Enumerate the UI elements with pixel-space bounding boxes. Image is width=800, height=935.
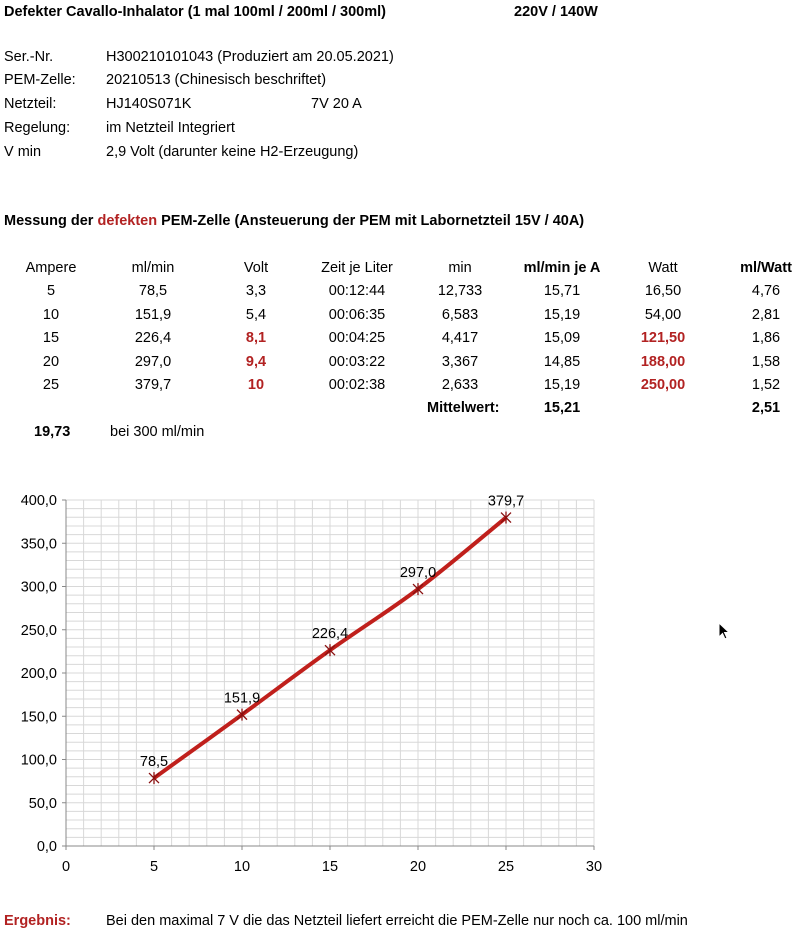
cell-volt: 8,1 bbox=[245, 330, 267, 347]
cell-watt: 16,50 bbox=[644, 283, 682, 299]
cell-ml-watt: 1,58 bbox=[751, 353, 781, 370]
section-title-prefix: Messung der bbox=[4, 213, 98, 229]
y-tick-label: 150,0 bbox=[20, 709, 57, 726]
y-tick-label: 50,0 bbox=[28, 795, 57, 812]
section-title-highlight: defekten bbox=[97, 213, 158, 229]
cell-zeit-je-liter: 00:04:25 bbox=[328, 330, 386, 347]
cell-ml-min: 226,4 bbox=[134, 330, 172, 347]
spec-value-pem: 20210513 (Chinesisch beschriftet) bbox=[106, 72, 327, 88]
spec-extra-netzteil: 7V 20 A bbox=[311, 96, 362, 112]
spec-label-serial: Ser.-Nr. bbox=[4, 49, 54, 65]
note-value: 19,73 bbox=[34, 424, 71, 440]
document-title: Defekter Cavallo-Inhalator (1 mal 100ml / 200ml / 300ml) bbox=[4, 4, 386, 20]
cell-min: 3,367 bbox=[441, 353, 479, 370]
spec-label-pem: PEM-Zelle: bbox=[4, 72, 76, 88]
x-tick-label: 0 bbox=[61, 859, 71, 875]
section-title-suffix: PEM-Zelle (Ansteuerung der PEM mit Labornetzteil 15V / 40A) bbox=[157, 213, 585, 229]
cell-min: 4,417 bbox=[441, 330, 479, 347]
section-title bbox=[4, 213, 584, 229]
cell-volt: 10 bbox=[247, 377, 265, 394]
data-label: 78,5 bbox=[139, 754, 169, 771]
x-tick-label: 10 bbox=[233, 859, 251, 875]
cell-min: 2,633 bbox=[441, 377, 479, 394]
cell-ml-watt: 2,81 bbox=[751, 306, 781, 323]
cell-ml-watt: 4,76 bbox=[751, 283, 781, 299]
cell-ml-min-je-a: 15,19 bbox=[543, 306, 581, 323]
x-tick-label: 20 bbox=[409, 859, 427, 875]
cell-ampere: 20 bbox=[42, 353, 60, 370]
spec-label-netzteil: Netzteil: bbox=[4, 96, 57, 112]
cell-ml-watt: 1,52 bbox=[751, 377, 781, 394]
y-tick-label: 0,0 bbox=[36, 839, 57, 855]
y-tick-label: 100,0 bbox=[20, 752, 57, 769]
header-ampere: Ampere bbox=[25, 260, 77, 276]
cell-watt: 188,00 bbox=[640, 353, 686, 370]
cell-min: 6,583 bbox=[441, 306, 479, 323]
header-ml-watt: ml/Watt bbox=[740, 260, 792, 276]
header-ml-min: ml/min bbox=[131, 260, 175, 276]
cell-ml-watt: 1,86 bbox=[751, 330, 781, 347]
spec-value-netzteil: HJ140S071K bbox=[106, 96, 192, 112]
data-label: 151,9 bbox=[223, 690, 261, 707]
result-text: Bei den maximal 7 V die das Netzteil liefert erreicht die PEM-Zelle nur noch ca. 100 ml/min bbox=[106, 913, 688, 929]
cell-ml-min: 151,9 bbox=[134, 306, 172, 323]
cell-ml-min-je-a: 14,85 bbox=[543, 353, 581, 370]
power-rating: 220V / 140W bbox=[514, 4, 598, 20]
mittelwert-ml-watt: 2,51 bbox=[751, 400, 781, 416]
cell-zeit-je-liter: 00:12:44 bbox=[328, 283, 386, 299]
x-tick-label: 5 bbox=[149, 859, 159, 875]
cell-volt: 9,4 bbox=[245, 353, 267, 370]
spec-value-regelung: im Netzteil Integriert bbox=[106, 120, 235, 136]
mittelwert-ml-min-je-a: 15,21 bbox=[543, 400, 581, 416]
cell-zeit-je-liter: 00:03:22 bbox=[328, 353, 386, 370]
y-tick-label: 400,0 bbox=[20, 493, 57, 509]
cell-min: 12,733 bbox=[437, 283, 483, 299]
flow-rate-chart bbox=[0, 480, 620, 880]
cell-zeit-je-liter: 00:02:38 bbox=[328, 377, 386, 394]
cell-ml-min-je-a: 15,19 bbox=[543, 377, 581, 394]
x-tick-label: 30 bbox=[585, 859, 603, 875]
spec-label-vmin: V min bbox=[4, 144, 42, 160]
cell-ampere: 25 bbox=[42, 377, 60, 394]
cell-volt: 3,3 bbox=[245, 283, 267, 299]
cell-ampere: 15 bbox=[42, 330, 60, 347]
cell-watt: 121,50 bbox=[640, 330, 686, 347]
y-tick-label: 350,0 bbox=[20, 536, 57, 553]
x-tick-label: 15 bbox=[321, 859, 339, 875]
cell-volt: 5,4 bbox=[245, 306, 267, 323]
header-min: min bbox=[448, 260, 472, 276]
result-label: Ergebnis: bbox=[4, 913, 71, 929]
cell-ml-min: 78,5 bbox=[138, 283, 168, 299]
cell-ml-min-je-a: 15,71 bbox=[543, 283, 581, 299]
mittelwert-label: Mittelwert: bbox=[427, 400, 500, 416]
data-label: 297,0 bbox=[399, 565, 437, 582]
header-ml-min-je-a: ml/min je A bbox=[523, 260, 601, 276]
cell-watt: 250,00 bbox=[640, 377, 686, 394]
cell-watt: 54,00 bbox=[644, 306, 682, 323]
cell-ampere: 5 bbox=[46, 283, 56, 299]
y-tick-label: 200,0 bbox=[20, 666, 57, 682]
note-text: bei 300 ml/min bbox=[110, 424, 205, 440]
cell-ml-min-je-a: 15,09 bbox=[543, 330, 581, 347]
spec-value-serial: H300210101043 (Produziert am 20.05.2021) bbox=[106, 49, 394, 65]
data-label: 226,4 bbox=[311, 626, 349, 643]
header-watt: Watt bbox=[648, 260, 678, 276]
data-label: 379,7 bbox=[487, 493, 525, 510]
spec-label-regelung: Regelung: bbox=[4, 120, 71, 136]
y-tick-label: 250,0 bbox=[20, 622, 57, 639]
header-volt: Volt bbox=[243, 260, 269, 276]
y-tick-label: 300,0 bbox=[20, 579, 57, 596]
cell-ml-min: 379,7 bbox=[134, 377, 172, 394]
x-tick-label: 25 bbox=[497, 859, 515, 875]
cell-ampere: 10 bbox=[42, 306, 60, 323]
mouse-cursor-icon bbox=[718, 622, 732, 642]
cell-zeit-je-liter: 00:06:35 bbox=[328, 306, 386, 323]
header-zeit-je-liter: Zeit je Liter bbox=[321, 260, 393, 276]
cell-ml-min: 297,0 bbox=[134, 353, 172, 370]
spec-value-vmin: 2,9 Volt (darunter keine H2-Erzeugung) bbox=[106, 144, 359, 160]
